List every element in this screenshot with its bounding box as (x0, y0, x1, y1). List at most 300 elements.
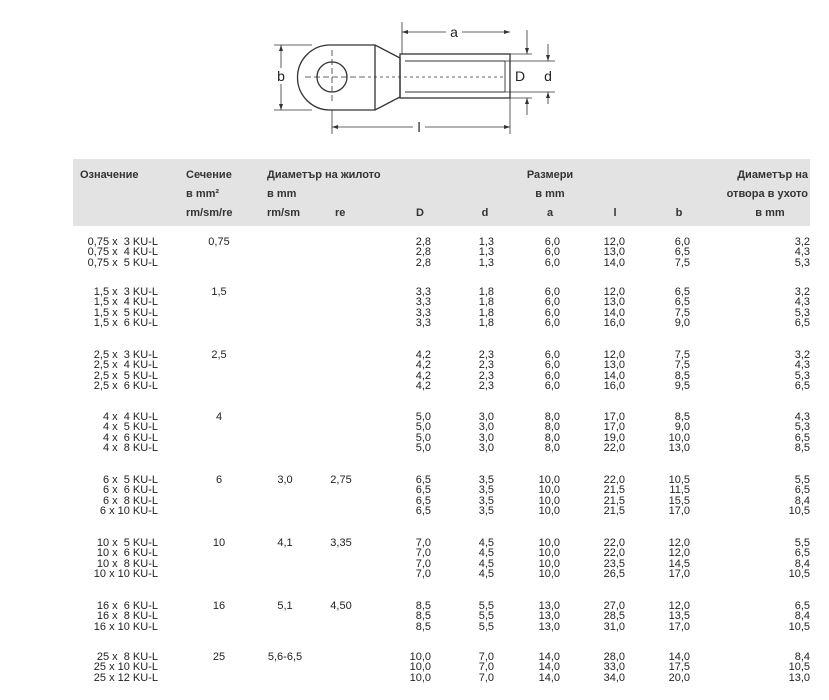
core-rm-cell (262, 350, 308, 360)
core-re-cell (326, 601, 356, 611)
core-rm-cell (262, 652, 308, 662)
hole-cell-value: 10,5 (788, 505, 810, 518)
dim-d-cell-value: 3,0 (478, 442, 494, 455)
dim-a-cell-value: 10,0 (538, 494, 560, 507)
hole-cell-value: 5,3 (794, 256, 810, 269)
dim-l-cell-value: 12,0 (603, 286, 625, 298)
designation-cell-value: 10 x 8 KU-L (96, 557, 158, 570)
dim-b-cell-value: 17,0 (668, 568, 690, 581)
dim-d-cell-value: 1,3 (478, 256, 494, 269)
designation-cell (72, 652, 158, 683)
dim-a-cell-value: 6,0 (544, 317, 560, 330)
section-cell (204, 538, 234, 548)
dim-d-cell-value: 3,5 (478, 505, 494, 518)
label-b: b (277, 68, 285, 84)
header-dimensions: Размери (526, 169, 574, 181)
dim-D-cell (397, 652, 431, 683)
hole-cell-value: 10,5 (788, 568, 810, 581)
dim-b-cell-value: 9,5 (674, 380, 690, 393)
dim-l-cell-value: 33,0 (603, 661, 625, 674)
dim-b-cell-value: 11,5 (669, 484, 690, 497)
dim-D-cell-value: 2,8 (415, 256, 431, 269)
dim-b-cell (652, 475, 690, 517)
lug-outline (298, 45, 401, 110)
dim-a-cell-value: 10,0 (538, 474, 560, 486)
dim-a-cell (524, 601, 560, 632)
dim-d-cell (462, 287, 494, 329)
designation-cell-value: 16 x 6 KU-L (96, 600, 158, 612)
hole-cell-value: 5,3 (794, 306, 810, 319)
hole-cell (760, 538, 810, 580)
core-rm-cell-value: 4,1 (277, 537, 293, 549)
core-re-cell-value: 4,50 (330, 600, 352, 612)
designation-cell-value: 10 x 6 KU-L (96, 547, 158, 560)
dim-d-cell-value: 1,8 (478, 286, 494, 298)
designation-cell-value: 0,75 x 3 KU-L (87, 236, 158, 248)
dim-l-cell-value: 21,5 (603, 484, 625, 497)
header-core-diameter: Диаметър на жилото (267, 169, 381, 181)
dim-d-cell-value: 3,0 (478, 421, 494, 434)
dim-d-cell-value: 3,5 (478, 484, 494, 497)
hole-cell-value: 8,5 (794, 442, 810, 455)
dim-l-cell-value: 13,0 (603, 296, 625, 309)
dim-D-cell (397, 237, 431, 268)
dim-D-cell-value: 6,5 (415, 505, 431, 518)
core-rm-cell-value: 5,6-6,5 (267, 651, 303, 663)
dim-d-cell-value: 7,0 (478, 651, 494, 663)
section-cell (204, 652, 234, 662)
header-dim-d: d (481, 207, 489, 219)
dim-b-cell-value: 8,5 (674, 411, 690, 423)
section-cell (204, 475, 234, 485)
dim-b-cell-value: 10,5 (668, 474, 690, 486)
dim-d-cell (462, 475, 494, 517)
section-cell-value: 16 (212, 600, 226, 612)
dim-b-cell-value: 9,0 (674, 317, 690, 330)
designation-cell-value: 10 x 10 KU-L (93, 568, 158, 581)
designation-cell-value: 1,5 x 6 KU-L (93, 317, 158, 330)
dim-a-cell-value: 8,0 (544, 431, 560, 444)
dim-D-cell-value: 6,5 (415, 494, 431, 507)
dim-d-cell-value: 5,5 (478, 620, 494, 633)
dim-l-cell-value: 28,5 (603, 610, 625, 623)
dim-b-cell-value: 13,0 (668, 442, 690, 455)
dim-b-cell-value: 6,5 (674, 286, 690, 298)
dim-l-cell-value: 14,0 (603, 306, 625, 319)
label-d: d (544, 68, 552, 84)
designation-cell-value: 4 x 5 KU-L (102, 421, 158, 434)
hole-cell (760, 350, 810, 392)
dim-d-cell-value: 7,0 (478, 671, 494, 684)
dim-a-cell-value: 14,0 (538, 661, 560, 674)
header-core-diameter-unit: в mm (267, 188, 297, 200)
dim-D-cell (397, 412, 431, 454)
section-cell-value: 2,5 (211, 349, 227, 361)
dim-l-cell-value: 17,0 (603, 411, 625, 423)
hole-cell-value: 6,5 (794, 484, 810, 497)
dim-D-cell-value: 3,3 (415, 296, 431, 309)
core-re-cell (326, 287, 356, 297)
designation-cell-value: 1,5 x 3 KU-L (93, 286, 158, 298)
header-designation: Означение (80, 169, 139, 181)
dim-l-cell-value: 13,0 (603, 246, 625, 259)
core-re-cell (326, 475, 356, 485)
designation-cell-value: 4 x 6 KU-L (102, 431, 158, 444)
dim-D-cell-value: 8,5 (415, 620, 431, 633)
dim-l-cell-value: 22,0 (603, 474, 625, 486)
header-core-re: re (335, 207, 346, 219)
dim-a-cell-value: 6,0 (544, 349, 560, 361)
designation-cell-value: 16 x 8 KU-L (96, 610, 158, 623)
core-rm-cell (262, 287, 308, 297)
header-core-rm: rm/sm (267, 207, 301, 219)
dim-a-cell-value: 14,0 (538, 651, 560, 663)
dim-l-cell-value: 13,0 (603, 359, 625, 372)
dim-b-cell-value: 17,5 (668, 661, 690, 674)
hole-cell-value: 8,4 (794, 651, 810, 663)
hole-cell-value: 10,5 (788, 661, 810, 674)
designation-cell-value: 0,75 x 5 KU-L (87, 256, 158, 269)
dim-D-cell (397, 538, 431, 580)
label-D: D (514, 68, 526, 84)
designation-cell-value: 16 x 10 KU-L (93, 620, 158, 633)
core-re-cell (326, 350, 356, 360)
dim-l-cell (588, 652, 625, 683)
designation-cell (72, 350, 158, 392)
designation-cell-value: 1,5 x 5 KU-L (93, 306, 158, 319)
dim-b-cell-value: 6,5 (674, 296, 690, 309)
dim-b-cell (652, 237, 690, 268)
dim-a-cell-value: 13,0 (538, 620, 560, 633)
dim-d-cell (462, 538, 494, 580)
dim-D-cell-value: 4,2 (415, 380, 431, 393)
dim-a-cell-value: 10,0 (538, 484, 560, 497)
designation-cell-value: 25 x 12 KU-L (93, 671, 158, 684)
dim-D-cell-value: 10,0 (409, 651, 431, 663)
dim-d-cell-value: 4,5 (478, 557, 494, 570)
header-dimensions-unit: в mm (535, 188, 565, 200)
designation-cell-value: 2,5 x 4 KU-L (93, 359, 158, 372)
dim-d-cell (462, 601, 494, 632)
dim-d-cell-value: 5,5 (478, 600, 494, 612)
dim-b-cell (652, 538, 690, 580)
hole-cell-value: 4,3 (794, 246, 810, 259)
dim-d-cell (462, 350, 494, 392)
dim-d-cell-value: 2,3 (478, 359, 494, 372)
hole-cell-value: 5,5 (794, 537, 810, 549)
core-rm-cell-value: 3,0 (277, 474, 293, 486)
dim-d-cell-value: 2,3 (478, 380, 494, 393)
designation-cell-value: 1,5 x 4 KU-L (93, 296, 158, 309)
dim-a-cell-value: 6,0 (544, 246, 560, 259)
section-cell (204, 601, 234, 611)
dim-D-cell-value: 3,3 (415, 317, 431, 330)
core-rm-cell (262, 237, 308, 247)
core-rm-cell-value (262, 350, 308, 360)
dim-l-cell-value: 23,5 (603, 557, 625, 570)
dim-a-cell-value: 10,0 (538, 547, 560, 560)
dim-D-cell-value: 5,0 (415, 411, 431, 423)
hole-cell-value: 8,4 (794, 494, 810, 507)
dim-l-cell-value: 16,0 (603, 317, 625, 330)
dim-b-cell-value: 7,5 (674, 256, 690, 269)
hole-cell (760, 601, 810, 632)
dim-l-cell-value: 26,5 (603, 568, 625, 581)
dim-D-cell-value: 7,0 (415, 568, 431, 581)
core-re-cell-value (326, 350, 356, 360)
designation-cell-value: 6 x 6 KU-L (102, 484, 158, 497)
dim-D-cell-value: 6,5 (415, 474, 431, 486)
core-rm-cell (262, 538, 308, 548)
section-cell-value: 1,5 (211, 286, 227, 298)
dim-D-cell-value: 4,2 (415, 349, 431, 361)
dim-d-cell-value: 5,5 (478, 610, 494, 623)
dim-a-cell-value: 8,0 (544, 421, 560, 434)
dim-a-cell-value: 10,0 (538, 505, 560, 518)
label-l: l (417, 119, 421, 135)
dim-D-cell-value: 8,5 (415, 610, 431, 623)
dim-a-cell-value: 6,0 (544, 306, 560, 319)
dim-d-cell-value: 1,3 (478, 236, 494, 248)
header-dim-b: b (675, 207, 683, 219)
dim-D-cell-value: 3,3 (415, 286, 431, 298)
dim-D-cell (397, 601, 431, 632)
dim-a-cell-value: 10,0 (538, 568, 560, 581)
dim-a-cell-value: 8,0 (544, 442, 560, 455)
dim-l-cell-value: 12,0 (603, 236, 625, 248)
hole-cell-value: 3,2 (794, 349, 810, 361)
dim-l-cell (588, 538, 625, 580)
dim-b-cell-value: 14,0 (668, 651, 690, 663)
dim-D-cell-value: 7,0 (415, 537, 431, 549)
dim-l-cell-value: 21,5 (603, 494, 625, 507)
hole-cell-value: 5,5 (794, 474, 810, 486)
dim-l-cell (588, 350, 625, 392)
core-rm-cell (262, 601, 308, 611)
dim-a-cell-value: 10,0 (538, 557, 560, 570)
hole-cell (760, 237, 810, 268)
dim-D-cell-value: 5,0 (415, 442, 431, 455)
header-section: Сечение (186, 169, 232, 181)
dim-b-cell-value: 17,0 (668, 505, 690, 518)
dim-l-cell (588, 237, 625, 268)
dim-D-cell (397, 287, 431, 329)
designation-cell-value: 6 x 10 KU-L (99, 505, 158, 518)
dim-D-cell-value: 7,0 (415, 557, 431, 570)
core-re-cell (326, 237, 356, 247)
dim-a-cell-value: 8,0 (544, 411, 560, 423)
dim-b-cell-value: 14,5 (668, 557, 690, 570)
hole-cell-value: 13,0 (788, 671, 810, 684)
dim-d-cell (462, 237, 494, 268)
dim-b-cell (652, 412, 690, 454)
dim-a-cell (524, 350, 560, 392)
designation-cell (72, 538, 158, 580)
dim-l-cell-value: 19,0 (603, 431, 625, 444)
designation-cell-value: 10 x 5 KU-L (96, 537, 158, 549)
dim-d-cell-value: 3,5 (478, 494, 494, 507)
hole-cell-value: 5,3 (794, 369, 810, 382)
dim-a-cell-value: 13,0 (538, 600, 560, 612)
section-cell (204, 287, 234, 297)
core-rm-cell (262, 412, 308, 422)
header-section-unit: в mm² (186, 188, 220, 200)
dim-l-cell-value: 22,0 (603, 537, 625, 549)
dim-D-cell-value: 5,0 (415, 421, 431, 434)
dim-l-cell-value: 16,0 (603, 380, 625, 393)
dim-D-cell-value: 4,2 (415, 359, 431, 372)
dim-l-cell-value: 31,0 (603, 620, 625, 633)
dim-a-cell-value: 6,0 (544, 359, 560, 372)
core-re-cell (326, 538, 356, 548)
dim-D-cell-value: 5,0 (415, 431, 431, 444)
dim-l-cell-value: 22,0 (603, 547, 625, 560)
dim-a-cell-value: 6,0 (544, 380, 560, 393)
hole-cell-value: 4,3 (794, 411, 810, 423)
core-rm-cell-value: 5,1 (277, 600, 293, 612)
hole-cell-value: 4,3 (794, 296, 810, 309)
core-re-cell-value (326, 652, 356, 662)
hole-cell-value: 6,5 (794, 600, 810, 612)
dim-b-cell-value: 7,5 (674, 349, 690, 361)
designation-cell-value: 2,5 x 3 KU-L (93, 349, 158, 361)
dim-l-cell-value: 14,0 (603, 256, 625, 269)
hole-cell-value: 10,5 (788, 620, 810, 633)
dim-a-cell (524, 652, 560, 683)
dim-b-cell (652, 601, 690, 632)
designation-cell-value: 6 x 5 KU-L (102, 474, 158, 486)
dim-d-cell-value: 4,5 (478, 537, 494, 549)
dim-a-cell-value: 6,0 (544, 256, 560, 269)
dim-b-cell-value: 7,5 (674, 359, 690, 372)
core-rm-cell (262, 475, 308, 485)
hole-cell (760, 287, 810, 329)
dim-l-cell (588, 475, 625, 517)
dim-d-cell-value: 7,0 (478, 661, 494, 674)
dim-d-cell-value: 1,3 (478, 246, 494, 259)
dim-D-cell-value: 10,0 (409, 661, 431, 674)
dim-b-cell (652, 652, 690, 683)
section-cell-value: 4 (215, 411, 223, 423)
dim-l-cell (588, 287, 625, 329)
dim-b-cell-value: 7,5 (674, 306, 690, 319)
designation-cell-value: 4 x 8 KU-L (102, 442, 158, 455)
dim-d-cell-value: 1,8 (478, 296, 494, 309)
dim-l-cell (588, 412, 625, 454)
dim-d-cell-value: 2,3 (478, 349, 494, 361)
header-dim-a: a (546, 207, 554, 219)
core-re-cell (326, 412, 356, 422)
dim-D-cell (397, 350, 431, 392)
dim-d-cell (462, 652, 494, 683)
designation-cell-value: 25 x 10 KU-L (93, 661, 158, 674)
designation-cell-value: 25 x 8 KU-L (96, 651, 158, 663)
core-re-cell-value: 2,75 (330, 474, 352, 486)
core-re-cell-value (326, 412, 356, 422)
dim-d-cell-value: 3,0 (478, 411, 494, 423)
dim-D-cell-value: 2,8 (415, 236, 431, 248)
dim-D-cell-value: 6,5 (415, 484, 431, 497)
dim-d-cell (462, 412, 494, 454)
dim-a-cell-value: 6,0 (544, 236, 560, 248)
dim-a-cell (524, 237, 560, 268)
hole-cell-value: 8,4 (794, 610, 810, 623)
designation-cell-value: 0,75 x 4 KU-L (87, 246, 158, 259)
hole-cell-value: 5,3 (794, 421, 810, 434)
header-dim-l: l (613, 207, 617, 219)
cable-lug-diagram (0, 0, 829, 150)
dim-D-cell-value: 2,8 (415, 246, 431, 259)
hole-cell (760, 475, 810, 517)
section-cell (204, 412, 234, 422)
dim-d-cell-value: 1,8 (478, 306, 494, 319)
label-a: a (450, 24, 458, 40)
dim-b-cell-value: 12,0 (668, 537, 690, 549)
dim-b-cell-value: 6,0 (674, 236, 690, 248)
dim-d-cell-value: 4,5 (478, 547, 494, 560)
hole-cell-value: 6,5 (794, 317, 810, 330)
core-re-cell-value: 3,35 (330, 537, 352, 549)
dim-l-cell-value: 12,0 (603, 349, 625, 361)
core-rm-cell-value (262, 412, 308, 422)
dim-d-cell-value: 1,8 (478, 317, 494, 330)
designation-cell (72, 237, 158, 268)
designation-cell-value: 6 x 8 KU-L (102, 494, 158, 507)
dim-D-cell-value: 7,0 (415, 547, 431, 560)
dim-D-cell-value: 4,2 (415, 369, 431, 382)
hole-cell-value: 3,2 (794, 286, 810, 298)
core-re-cell-value (326, 237, 356, 247)
dim-l-cell-value: 27,0 (603, 600, 625, 612)
dim-a-cell (524, 538, 560, 580)
dim-l-cell-value: 14,0 (603, 369, 625, 382)
dim-b-cell-value: 6,5 (674, 246, 690, 259)
dim-l-cell-value: 17,0 (603, 421, 625, 434)
dim-l-cell-value: 22,0 (603, 442, 625, 455)
dim-l-cell-value: 28,0 (603, 651, 625, 663)
designation-cell (72, 601, 158, 632)
dim-l-cell-value: 21,5 (603, 505, 625, 518)
header-section-type: rm/sm/re (186, 207, 233, 219)
dim-b-cell (652, 350, 690, 392)
hole-cell (760, 412, 810, 454)
dim-a-cell-value: 6,0 (544, 286, 560, 298)
dim-a-cell-value: 14,0 (538, 671, 560, 684)
dim-D-cell (397, 475, 431, 517)
dim-d-cell-value: 3,0 (478, 431, 494, 444)
dim-D-cell-value: 10,0 (409, 671, 431, 684)
dim-d-cell-value: 4,5 (478, 568, 494, 581)
header-hole-diameter-2: отвора в ухото (726, 188, 808, 200)
core-re-cell-value (326, 287, 356, 297)
dim-b-cell-value: 10,0 (668, 431, 690, 444)
dim-d-cell-value: 3,5 (478, 474, 494, 486)
section-cell (204, 237, 234, 247)
dim-D-cell-value: 8,5 (415, 600, 431, 612)
dim-b-cell (652, 287, 690, 329)
dim-l-cell-value: 34,0 (603, 671, 625, 684)
core-re-cell (326, 652, 356, 662)
dim-b-cell-value: 8,5 (674, 369, 690, 382)
dim-b-cell-value: 20,0 (668, 671, 690, 684)
designation-cell (72, 287, 158, 329)
hole-cell-value: 6,5 (794, 547, 810, 560)
dim-b-cell-value: 9,0 (674, 421, 690, 434)
dim-a-cell (524, 412, 560, 454)
section-cell-value: 6 (215, 474, 223, 486)
hole-cell-value: 6,5 (794, 380, 810, 393)
hole-cell-value: 4,3 (794, 359, 810, 372)
